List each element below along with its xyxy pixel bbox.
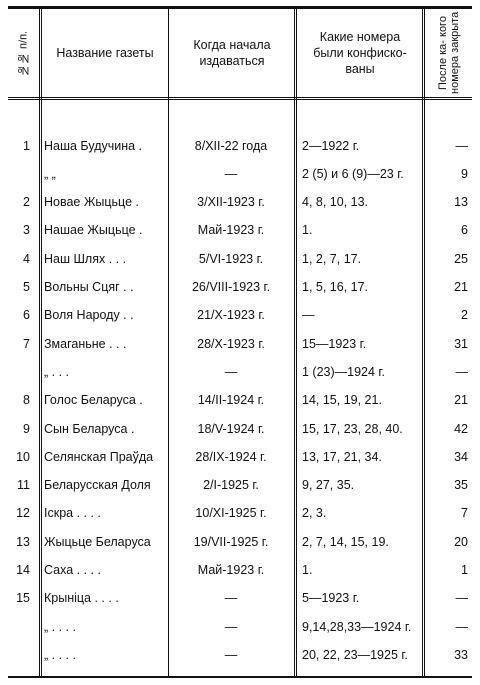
closed-after-issue: — [455,591,468,606]
newspaper-name: Наша Будучина . [44,138,143,153]
confiscated-issues: 1 (23)—1924 г. [302,364,385,379]
header-name: Название газеты [56,46,154,60]
row-number [8,642,30,667]
newspaper-name: Воля Народу . . [44,308,134,323]
start-date: 14/II-1924 г. [197,393,265,408]
confiscated-issues: 13, 17, 21, 34. [302,449,382,464]
closed-after-issue: 34 [454,449,468,464]
row-number [8,614,30,639]
closed-after-issue: — [455,138,468,153]
confiscated-issues: 15—1923 г. [302,336,367,351]
newspaper-name: Саха . . . . [44,563,101,577]
newspaper-name: Новае Жыцьце . [44,195,139,210]
confiscated-issues: 2 (5) и 6 (9)—23 г. [302,166,404,181]
closed-after-issue: 9 [461,166,468,181]
closed-after-issue: 21 [454,393,468,408]
closed-after-issue: 21 [454,280,468,294]
start-date: 28/IX-1924 г. [195,449,267,464]
confiscated-issues: 5—1923 г. [302,591,360,606]
row-number: 10 [16,449,30,464]
start-date: 5/VI-1923 г. [198,251,264,266]
confiscated-issues: 1, 5, 16, 17. [302,280,369,294]
closed-after-issue: 1 [461,563,468,577]
table-row [8,161,472,186]
row-number: 1 [23,138,30,153]
table-row [8,303,472,328]
table-row [8,359,472,384]
row-number: 12 [16,506,30,521]
closed-after-issue: 33 [454,647,468,662]
newspaper-name: Беларусская Доля [44,478,151,493]
start-date: — [224,166,238,181]
table-row [8,614,472,639]
table-row [8,190,472,215]
row-number: 15 [16,591,30,606]
confiscated-issues: 20, 22, 23—1925 г. [302,647,408,662]
newspaper-name: „ . . . [44,364,69,379]
start-date: 8/XII-22 года [194,138,268,153]
row-number: 4 [23,251,30,266]
newspaper-name: Нашае Жыцьце . [44,223,143,238]
closed-after-issue: 20 [454,534,468,549]
row-number: 5 [23,280,30,294]
table-row [8,558,472,583]
closed-after-issue: 25 [454,251,468,266]
confiscated-issues: 2—1922 г. [302,138,360,153]
table-row [8,473,472,498]
start-date: — [224,647,238,662]
table-row [8,275,472,300]
start-date: 21/X-1923 г. [197,308,265,323]
confiscated-issues: 9, 27, 35. [302,478,355,493]
confiscated-issues: 1, 2, 7, 17. [302,251,362,266]
table-row [8,444,472,469]
table-row [8,246,472,271]
table-row [8,416,472,441]
start-date: Май-1923 г. [197,563,265,577]
confiscated-issues: 2, 7, 14, 15, 19. [302,534,389,549]
newspaper-name: „ . . . . [44,647,76,662]
row-number: 2 [23,195,30,210]
start-date: — [224,364,238,379]
confiscated-issues: — [302,308,315,323]
table-row [8,133,472,158]
newspaper-name: Змаганьне . . . [44,336,127,351]
closed-after-issue: — [455,619,468,634]
row-number: 8 [23,393,30,408]
closed-after-issue: 7 [461,506,468,521]
confiscated-issues: 14, 15, 19, 21. [302,393,382,408]
newspaper-name: Вольны Сцяг . . [44,280,134,294]
start-date: 26/VIII-1923 г. [191,280,271,294]
newspaper-name: Наш Шлях . . . [44,251,127,266]
closed-after-issue: 13 [454,195,468,210]
confiscated-issues: 15, 17, 23, 28, 40. [302,421,403,436]
row-number: 3 [23,223,30,238]
newspaper-name: Голос Беларуса . [44,393,143,408]
closed-after-issue: 31 [454,336,468,351]
newspapers-table [8,6,472,678]
newspaper-name: Сын Беларуса . [44,421,135,436]
header-divider [8,97,472,100]
newspaper-name: Іскра . . . . [44,506,101,521]
table-row [8,218,472,243]
row-number: 6 [23,308,30,323]
table-row [8,642,472,667]
row-number: 11 [17,478,30,493]
start-date: — [224,591,238,606]
start-date: Май-1923 г. [197,223,265,238]
row-number [8,359,30,384]
confiscated-issues: 1. [302,563,313,577]
start-date: 2/I-1925 г. [203,478,259,493]
table-row [8,529,472,554]
header-confiscated: Какие номера были конфиско- ваны [313,30,407,76]
confiscated-issues: 4, 8, 10, 13. [302,195,369,210]
start-date: 18/V-1924 г. [197,421,265,436]
start-date: 3/XII-1923 г. [197,195,265,210]
start-date: — [224,619,238,634]
newspaper-name: Жыцьце Беларуса [44,534,151,549]
table-row [8,388,472,413]
start-date: 19/VII-1925 г. [193,534,269,549]
closed-after-issue: 6 [461,223,468,238]
header-num: №№ п/п. [17,30,30,76]
start-date: 10/XI-1925 г. [195,506,267,521]
row-number [8,161,30,186]
row-number: 9 [23,421,30,436]
row-number: 7 [23,336,30,351]
closed-after-issue: 2 [461,308,468,323]
row-number: 14 [16,563,30,577]
newspaper-name: Селянская Праўда [44,449,154,464]
newspaper-name: „ . . . . [44,619,76,634]
table-row [8,331,472,356]
table-row [8,586,472,611]
confiscated-issues: 9,14,28,33—1924 г. [302,619,412,634]
confiscated-issues: 2, 3. [302,506,327,521]
start-date: 28/X-1923 г. [197,336,265,351]
table-row [8,501,472,526]
closed-after-issue: 42 [454,421,468,436]
header-date: Когда начала издаваться [193,38,271,68]
closed-after-issue: — [455,364,468,379]
newspaper-name: Крыніца . . . . [44,591,119,606]
confiscated-issues: 1. [302,223,313,238]
newspaper-name: „ „ [44,166,56,181]
row-number: 13 [16,534,30,549]
closed-after-issue: 35 [454,478,468,493]
header-after: После ка- кого номера закрыта [437,11,461,95]
